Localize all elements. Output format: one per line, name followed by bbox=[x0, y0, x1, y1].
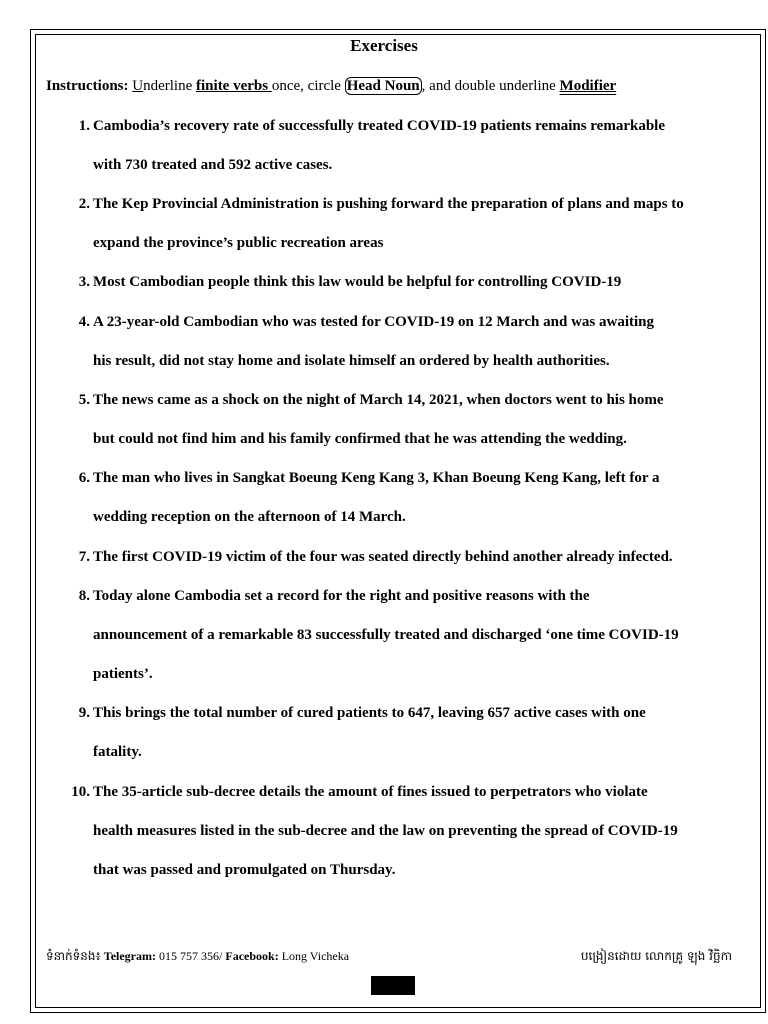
item-number: 6. bbox=[78, 470, 90, 486]
item-line: that was passed and promulgated on Thursday. bbox=[93, 862, 396, 878]
item-line: Cambodia’s recovery rate of successfully treated COVID-19 patients remains remarkable bbox=[93, 118, 665, 134]
item-line: with 730 treated and 592 active cases. bbox=[93, 157, 333, 173]
instructions bbox=[46, 78, 616, 95]
footer-teacher: បង្រៀនដោយ លោកគ្រូ ឡុង វិច្ឆិកា bbox=[580, 949, 732, 963]
facebook-value: Long Vicheka bbox=[278, 949, 350, 963]
item-line: health measures listed in the sub-decree and the law on preventing the spread of COVID-19 bbox=[93, 823, 678, 839]
item-line: The Kep Provincial Administration is pushing forward the preparation of plans and maps to bbox=[93, 196, 684, 212]
item-number: 7. bbox=[78, 549, 90, 565]
item-number: 5. bbox=[78, 392, 90, 408]
telegram-value: 015 757 356/ bbox=[156, 949, 223, 963]
item-number: 3. bbox=[78, 274, 90, 290]
instructions-u: U bbox=[132, 78, 144, 94]
item-line: This brings the total number of cured patients to 647, leaving 657 active cases with one bbox=[93, 705, 646, 721]
instructions-head-noun: Head Noun bbox=[346, 78, 420, 94]
item-line: The news came as a shock on the night of March 14, 2021, when doctors went to his home bbox=[93, 392, 664, 408]
page-number-box bbox=[371, 976, 415, 995]
item-number: 9. bbox=[78, 705, 90, 721]
item-line: patients’. bbox=[93, 666, 153, 682]
item-line: his result, did not stay home and isolate himself an ordered by health authorities. bbox=[93, 353, 610, 369]
item-line: The man who lives in Sangkat Boeung Keng Kang 3, Khan Boeung Keng Kang, left for a bbox=[93, 470, 660, 486]
item-line: but could not find him and his family confirmed that he was attending the wedding. bbox=[93, 431, 627, 447]
item-line: Most Cambodian people think this law would be helpful for controlling COVID-19 bbox=[93, 274, 622, 290]
instructions-finite-verbs: finite verbs bbox=[196, 78, 272, 94]
facebook-label: Facebook: bbox=[222, 949, 279, 963]
instructions-text-3: , and double underline bbox=[421, 78, 560, 94]
item-line: The 35-article sub-decree details the amount of fines issued to perpetrators who violate bbox=[93, 784, 648, 800]
item-number: 8. bbox=[78, 588, 90, 604]
item-line: wedding reception on the afternoon of 14 March. bbox=[93, 509, 406, 525]
page-title: Exercises bbox=[350, 36, 418, 55]
item-number: 10. bbox=[71, 784, 90, 800]
item-line: announcement of a remarkable 83 successfully treated and discharged ‘one time COVID-19 bbox=[93, 627, 679, 643]
footer-contact bbox=[46, 948, 349, 966]
instructions-modifier: Modifier bbox=[559, 78, 617, 94]
instructions-text-2: once, circle bbox=[271, 78, 345, 94]
item-line: expand the province’s public recreation areas bbox=[93, 235, 384, 251]
item-number: 1. bbox=[78, 118, 90, 134]
item-number: 4. bbox=[78, 314, 90, 330]
telegram-label: Telegram: bbox=[103, 949, 157, 963]
item-line: fatality. bbox=[93, 744, 142, 760]
item-number: 2. bbox=[78, 196, 90, 212]
footer-contact-label: ទំនាក់ទំនង៖ bbox=[46, 949, 101, 963]
item-line: The first COVID-19 victim of the four was seated directly behind another already infected. bbox=[93, 549, 673, 565]
item-line: Today alone Cambodia set a record for the right and positive reasons with the bbox=[93, 588, 590, 604]
instructions-label: Instructions: bbox=[46, 78, 129, 94]
item-line: A 23-year-old Cambodian who was tested for COVID-19 on 12 March and was awaiting bbox=[93, 314, 654, 330]
instructions-text-1: nderline bbox=[143, 78, 197, 94]
